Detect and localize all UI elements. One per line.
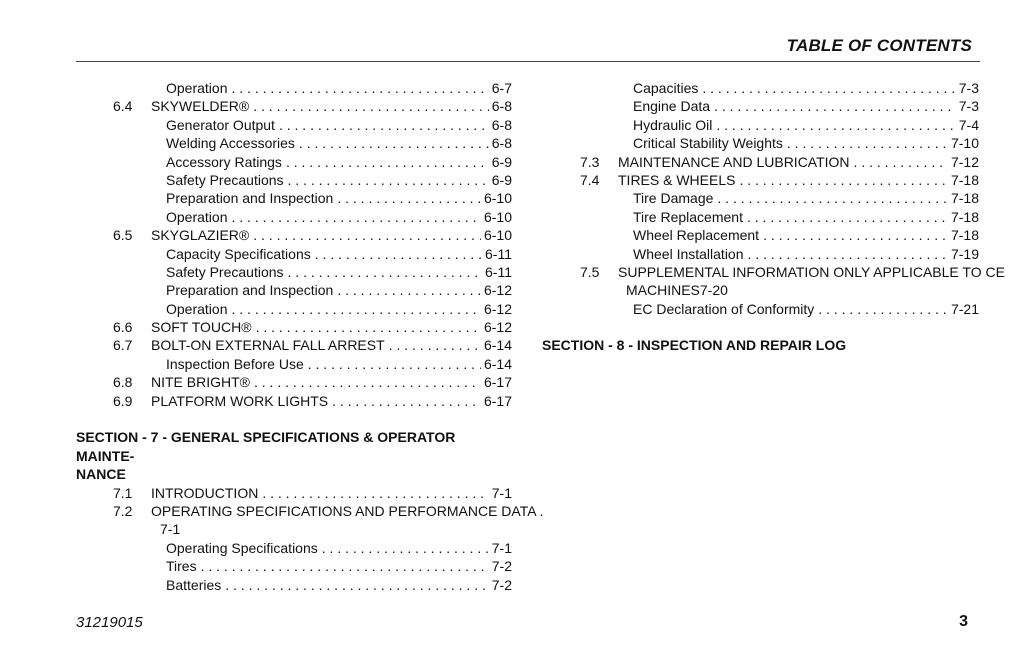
- toc-entry-title: Capacity Specifications: [166, 245, 315, 263]
- toc-entry[interactable]: [76, 300, 512, 318]
- toc-entry[interactable]: [76, 116, 512, 134]
- toc-entry-number: 6.7: [113, 337, 133, 354]
- dot-leader: [299, 134, 489, 152]
- dot-leader: [225, 576, 489, 594]
- dot-leader: [288, 263, 483, 281]
- toc-entry[interactable]: [76, 355, 512, 373]
- toc-entry-page: 7-18: [948, 208, 979, 226]
- toc-entry-page: 6-8: [489, 97, 512, 115]
- dot-leader: [818, 300, 948, 318]
- toc-entry[interactable]: [76, 318, 512, 336]
- toc-entry-title: BOLT-ON EXTERNAL FALL ARREST: [151, 336, 389, 354]
- dot-leader: [322, 539, 489, 557]
- page-header-title: TABLE OF CONTENTS: [786, 36, 972, 55]
- toc-entry-page: 7-21: [948, 300, 979, 318]
- toc-entry-title: SOFT TOUCH®: [151, 318, 256, 336]
- toc-entry-page: 7-18: [948, 189, 979, 207]
- toc-entry-title: Generator Output: [166, 116, 279, 134]
- toc-left-column: [76, 79, 544, 594]
- toc-entry[interactable]: [76, 373, 512, 391]
- dot-leader: [286, 153, 489, 171]
- toc-entry[interactable]: [76, 539, 512, 557]
- toc-entry-number: 6.5: [113, 227, 133, 244]
- section-7-heading-line1: SECTION - 7 - GENERAL SPECIFICATIONS & OPERATOR MAINTE-: [76, 429, 456, 464]
- toc-entry-title: NITE BRIGHT®: [151, 373, 254, 391]
- toc-entry-title: Tire Damage: [633, 189, 717, 207]
- toc-entry-title: INTRODUCTION: [151, 484, 262, 502]
- dot-leader: [279, 116, 489, 134]
- toc-entry-7-2[interactable]: [76, 502, 544, 520]
- toc-entry-title: PLATFORM WORK LIGHTS: [151, 392, 332, 410]
- toc-entry-number: 6.6: [113, 319, 133, 336]
- document-number: 31219015: [76, 614, 143, 631]
- toc-entry-title: EC Declaration of Conformity: [633, 300, 818, 318]
- dot-leader: [739, 171, 948, 189]
- toc-entry-continuation: [76, 520, 512, 538]
- dot-leader: [231, 300, 480, 318]
- toc-entry-title: SKYGLAZIER®: [151, 226, 253, 244]
- toc-entry[interactable]: [542, 245, 979, 263]
- dot-leader: [714, 97, 956, 115]
- toc-entry[interactable]: [542, 300, 979, 318]
- toc-entry-title: OPERATING SPECIFICATIONS AND PERFORMANCE DATA .: [151, 502, 548, 520]
- dot-leader: [262, 484, 488, 502]
- toc-entry[interactable]: [76, 576, 512, 594]
- toc-entry[interactable]: [76, 226, 512, 244]
- dot-leader: [787, 134, 948, 152]
- toc-entry-title: MAINTENANCE AND LUBRICATION: [618, 153, 854, 171]
- toc-entry-number: 6.8: [113, 374, 133, 391]
- toc-group: [76, 539, 512, 594]
- toc-entry-title: Safety Precautions: [166, 171, 288, 189]
- dot-leader: [231, 79, 488, 97]
- toc-entry-page: 7-18: [948, 226, 979, 244]
- section-7-heading[interactable]: [76, 428, 512, 483]
- toc-entry[interactable]: [76, 336, 512, 354]
- toc-entry-title: Inspection Before Use: [166, 355, 308, 373]
- toc-group: [76, 79, 512, 410]
- toc-entry-title: Capacities: [633, 79, 702, 97]
- toc-entry-title: Preparation and Inspection: [166, 189, 337, 207]
- toc-entry-page: 6-10: [481, 226, 512, 244]
- toc-entry-title: Batteries: [166, 576, 225, 594]
- dot-leader: [716, 116, 955, 134]
- toc-entry-page: 6-12: [481, 281, 512, 299]
- dot-leader: [763, 226, 948, 244]
- toc-entry[interactable]: [76, 208, 512, 226]
- dot-leader: [201, 557, 489, 575]
- toc-entry-number: 6.4: [113, 98, 133, 115]
- toc-entry[interactable]: [76, 557, 512, 575]
- toc-entry-title: Tire Replacement: [633, 208, 747, 226]
- toc-entry[interactable]: [542, 153, 979, 171]
- dot-leader: [748, 245, 948, 263]
- toc-entry-number: 7.3: [580, 153, 600, 170]
- section-8-heading[interactable]: SECTION - 8 - INSPECTION AND REPAIR LOG: [542, 337, 847, 354]
- dot-leader: [337, 281, 481, 299]
- toc-entry-title: Preparation and Inspection: [166, 281, 337, 299]
- toc-entry-page: 7-1: [489, 539, 512, 557]
- toc-entry-continuation-text: 7-1: [160, 521, 181, 538]
- dot-leader: [253, 226, 481, 244]
- toc-entry-page: 7-3: [956, 97, 979, 115]
- toc-entry-title: Critical Stability Weights: [633, 134, 787, 152]
- toc-entry-continuation-text: MACHINES7-20: [626, 282, 728, 299]
- toc-entry[interactable]: [76, 189, 512, 207]
- toc-entry-continuation: [542, 281, 979, 299]
- toc-entry-page: 7-2: [489, 557, 512, 575]
- toc-entry-title: Operation: [166, 208, 231, 226]
- dot-leader: [337, 189, 481, 207]
- toc-entry-page: 6-17: [481, 392, 512, 410]
- toc-entry-page: 6-9: [489, 171, 512, 189]
- toc-entry-number: 7.2: [113, 503, 133, 520]
- toc-entry-title: Welding Accessories: [166, 134, 299, 152]
- dot-leader: [256, 318, 481, 336]
- toc-entry-title: SKYWELDER®: [151, 97, 253, 115]
- toc-entry-page: 7-19: [948, 245, 979, 263]
- toc-group: [76, 484, 512, 502]
- toc-entry-page: 6-17: [481, 373, 512, 391]
- dot-leader: [315, 245, 482, 263]
- toc-entry-7-5[interactable]: [542, 263, 1005, 281]
- toc-entry[interactable]: [76, 134, 512, 152]
- toc-entry-page: 6-11: [482, 263, 512, 281]
- toc-entry-page: 7-4: [956, 116, 979, 134]
- toc-entry-title: Hydraulic Oil: [633, 116, 716, 134]
- dot-leader: [389, 336, 481, 354]
- toc-entry[interactable]: [542, 226, 979, 244]
- toc-entry-page: 7-10: [948, 134, 979, 152]
- toc-entry-title: TIRES & WHEELS: [618, 171, 739, 189]
- toc-entry-page: 6-10: [481, 189, 512, 207]
- toc-entry-title: Tires: [166, 557, 201, 575]
- toc-entry-title: SUPPLEMENTAL INFORMATION ONLY APPLICABLE TO CE: [618, 263, 1009, 281]
- toc-entry-title: Operation: [166, 300, 231, 318]
- header-rule: [76, 61, 980, 62]
- toc-entry[interactable]: [542, 171, 979, 189]
- toc-group: [542, 300, 979, 318]
- toc-entry[interactable]: [542, 189, 979, 207]
- toc-entry-page: 6-8: [489, 116, 512, 134]
- toc-entry-number: 7.4: [580, 171, 600, 188]
- toc-entry[interactable]: [76, 79, 512, 97]
- toc-entry[interactable]: [542, 134, 979, 152]
- toc-entry[interactable]: [542, 208, 979, 226]
- toc-entry[interactable]: [76, 484, 512, 502]
- toc-entry-title: Accessory Ratings: [166, 153, 286, 171]
- toc-entry-title: Safety Precautions: [166, 263, 288, 281]
- toc-entry-number: 6.9: [113, 392, 133, 409]
- toc-entry-page: 6-11: [482, 245, 512, 263]
- toc-entry[interactable]: [76, 245, 512, 263]
- toc-group: [542, 79, 979, 263]
- toc-entry-page: 7-1: [489, 484, 512, 502]
- dot-leader: [747, 208, 948, 226]
- toc-entry-page: 6-14: [481, 355, 512, 373]
- toc-entry[interactable]: [76, 153, 512, 171]
- toc-entry-title: Operation: [166, 79, 231, 97]
- toc-entry[interactable]: [76, 263, 512, 281]
- toc-entry-page: 7-2: [489, 576, 512, 594]
- section-7-heading-line2: NANCE: [76, 466, 126, 483]
- toc-entry-title: Wheel Installation: [633, 245, 748, 263]
- dot-leader: [308, 355, 481, 373]
- toc-entry-page: 6-14: [481, 336, 512, 354]
- toc-entry-page: 6-9: [489, 153, 512, 171]
- toc-entry[interactable]: [76, 392, 512, 410]
- toc-entry-page: 6-12: [481, 300, 512, 318]
- toc-entry-page: 6-10: [481, 208, 512, 226]
- toc-entry-title: Engine Data: [633, 97, 714, 115]
- dot-leader: [231, 208, 480, 226]
- dot-leader: [717, 189, 948, 207]
- toc-entry-page: 6-12: [481, 318, 512, 336]
- toc-entry[interactable]: [542, 79, 979, 97]
- toc-entry[interactable]: [542, 97, 979, 115]
- toc-entry[interactable]: [542, 116, 979, 134]
- dot-leader: [254, 373, 481, 391]
- toc-entry-number: 7.1: [113, 484, 133, 501]
- toc-entry-title: Wheel Replacement: [633, 226, 763, 244]
- toc-entry-page: 6-8: [489, 134, 512, 152]
- dot-leader: [288, 171, 489, 189]
- toc-right-column: [542, 79, 1005, 355]
- dot-leader: [702, 79, 955, 97]
- dot-leader: [854, 153, 948, 171]
- toc-entry-title: Operating Specifications: [166, 539, 322, 557]
- toc-entry[interactable]: [76, 281, 512, 299]
- toc-entry-page: 6-7: [489, 79, 512, 97]
- toc-entry-page: 7-12: [948, 153, 979, 171]
- toc-entry-number: 7.5: [580, 263, 600, 280]
- toc-entry-page: 7-3: [956, 79, 979, 97]
- toc-entry[interactable]: [76, 97, 512, 115]
- page-number: 3: [959, 613, 968, 630]
- toc-entry-page: 7-18: [948, 171, 979, 189]
- toc-entry[interactable]: [76, 171, 512, 189]
- dot-leader: [332, 392, 481, 410]
- dot-leader: [253, 97, 489, 115]
